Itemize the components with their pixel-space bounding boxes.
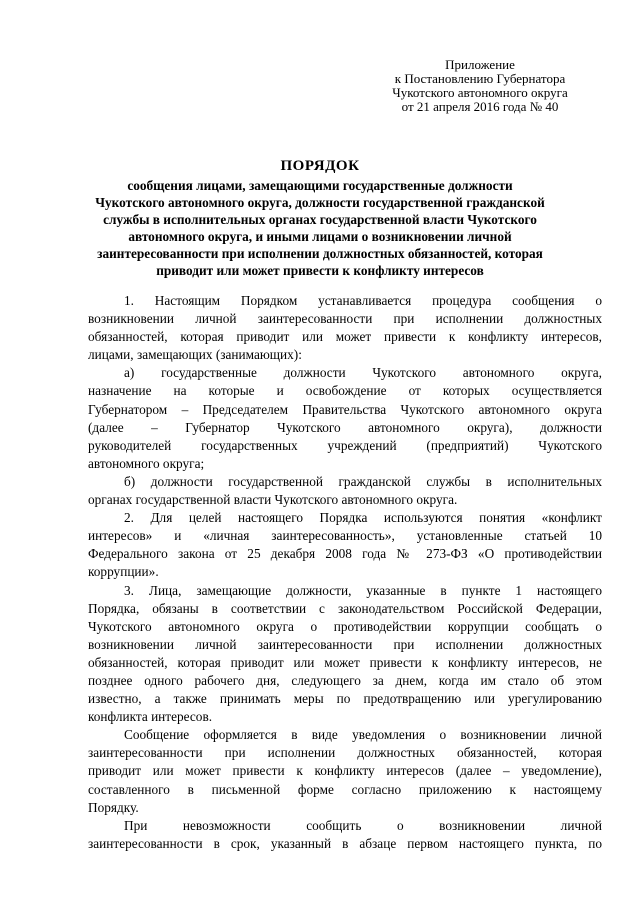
body-line: б) должности государственной гражданской службы в исполнительных (124, 473, 602, 489)
body-line: органах государственной власти Чукотского автономного округа. (88, 492, 458, 508)
body-line: 3. Лица, замещающие должности, указанные в пункте 1 настоящего (124, 582, 602, 598)
body-line: возникновении личной заинтересованности при исполнении должностных (88, 311, 602, 327)
body-line: назначение на которые и освобождение от которых осуществляется (88, 383, 602, 399)
subtitle-line: сообщения лицами, замещающими государственные должности (127, 178, 513, 193)
body-line: а) государственные должности Чукотского автономного округа, (124, 365, 602, 381)
body-line: Порядка, обязаны в соответствии с законодательством Российской Федерации, (88, 600, 602, 616)
appendix-line: к Постановлению Губернатора (394, 71, 566, 86)
subtitle-line: службы в исполнительных органах государственной власти Чукотского (103, 212, 537, 227)
subtitle-line: заинтересованности при исполнении должностных обязанностей, которая (97, 246, 543, 261)
body-line: позднее одного рабочего дня, следующего за днем, когда им стало об этом (88, 672, 602, 688)
appendix-header (380, 58, 580, 114)
body-line: руководителей государственных учреждений (предприятий) Чукотского (88, 437, 602, 453)
body-line: обязанностей, которая приводит или может привести к конфликту интересов, (88, 329, 602, 345)
body-line: 1. Настоящим Порядком устанавливается процедура сообщения о (124, 293, 602, 308)
body-line: коррупции». (88, 564, 159, 580)
document-body (88, 292, 602, 853)
body-line: известно, а также принимать меры по предотвращению или урегулированию (88, 691, 602, 707)
body-line: Сообщение оформляется в виде уведомления о возникновении личной (124, 727, 602, 743)
appendix-line: Чукотского автономного округа (392, 85, 568, 100)
body-line: Губернатором – Председателем Правительства Чукотского автономного округа (88, 401, 602, 417)
body-line: Федерального закона от 25 декабря 2008 года № 273-ФЗ «О противодействии (88, 546, 602, 562)
body-line: приводит или может привести к конфликту интересов (далее – уведомление), (88, 763, 602, 779)
body-line: лицами, замещающих (занимающих): (88, 347, 302, 363)
subtitle-line: приводит или может привести к конфликту интересов (156, 263, 484, 278)
appendix-line: Приложение (445, 57, 515, 72)
body-line: возникновении личной заинтересованности при исполнении должностных (88, 636, 602, 652)
appendix-line: от 21 апреля 2016 года № 40 (401, 99, 559, 114)
body-line: обязанностей, которая приводит или может привести к конфликту интересов, не (88, 654, 602, 670)
body-line: конфликта интересов. (88, 709, 213, 725)
body-line: интересов» и «личная заинтересованность», установленные статьей 10 (88, 528, 602, 544)
body-line: (далее – Губернатор Чукотского автономного округа), должности (88, 419, 602, 435)
body-line: 2. Для целей настоящего Порядка используются понятия «конфликт (124, 510, 602, 526)
document-subtitle (60, 177, 580, 279)
body-line: заинтересованности в срок, указанный в абзаце первом настоящего пункта, по (88, 835, 602, 851)
body-line: Чукотского автономного округа о противодействии коррупции сообщать о (88, 618, 602, 634)
subtitle-line: Чукотского автономного округа, должности государственной гражданской (95, 195, 545, 210)
body-line: составленного в письменной форме согласно приложению к настоящему (88, 781, 602, 797)
body-line: При невозможности сообщить о возникновении личной (124, 817, 602, 833)
body-line: автономного округа; (88, 455, 205, 471)
body-line: Порядку. (88, 799, 139, 815)
document-title: ПОРЯДОК (280, 158, 360, 174)
body-line: заинтересованности при исполнении должностных обязанностей, которая (88, 745, 602, 761)
subtitle-line: автономного округа, и иными лицами о возникновении личной (128, 229, 512, 244)
